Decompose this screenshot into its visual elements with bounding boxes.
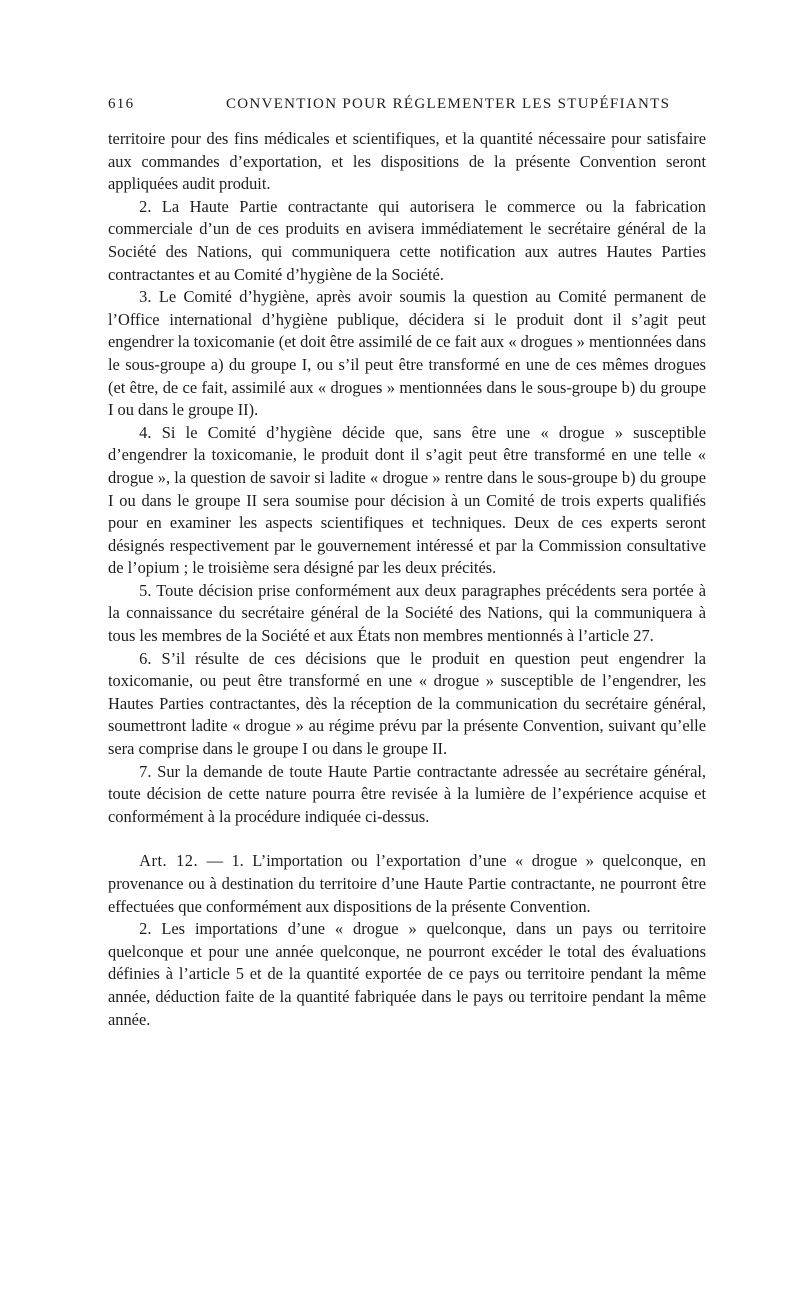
paragraph-7: 7. Sur la demande de toute Haute Partie contractante adressée au secrétaire général, toute décision de cette nature pourra être revisée à la lumière de l’expérience acquise et conformément à la procédure indiquée ci-dessus. — [108, 761, 706, 826]
paragraph-continuation: territoire pour des fins médicales et scientifiques, et la quantité nécessaire pour satisfaire aux commandes d’exportation, et les dispositions de la présente Convention seront appliquées audit produit. — [108, 129, 706, 194]
paragraph-2: 2. La Haute Partie contractante qui autorisera le commerce ou la fabrication commerciale d’un de ces produits en avisera immédiatement le secrétaire général de la Société des Nations, qui communiquera cette notification aux autres Hautes Parties contractantes et au Comité d’hygiène de la Société. — [108, 196, 706, 284]
article-12-paragraph-1 — [108, 850, 706, 918]
running-head: CONVENTION POUR RÉGLEMENTER LES STUPÉFIANTS — [226, 96, 671, 112]
page-header — [108, 96, 706, 118]
paragraph-3: 3. Le Comité d’hygiène, après avoir soumis la question au Comité permanent de l’Office international d’hygiène publique, décidera si le produit dont il s’agit peut engendrer la toxicomanie (et doit être assimilé de ce fait aux « drogues » mentionnées dans le sous-groupe a) du groupe I, ou s’il peut être transformé en une de ces mêmes drogues (et être, de ce fait, assimilé aux « drogues » mentionnées dans le sous-groupe b) du groupe I ou dans le groupe II). — [108, 287, 706, 420]
article-12-text-1: — 1. L’importation ou l’exportation d’une « drogue » quelconque, en provenance ou à destination du territoire d’une Haute Partie contractante, ne pourront être effectuées que conformément aux dispositions de la présente Convention. — [108, 851, 706, 916]
article-12-paragraph-2: 2. Les importations d’une « drogue » quelconque, dans un pays ou territoire quelconque et pour une année quelconque, ne pourront excéder le total des évaluations définies à l’article 5 et de la quantité exportée de ce pays ou territoire pendant la même année, déduction faite de la quantité fabriquée dans le pays ou territoire pendant la même année. — [108, 919, 706, 1029]
body-text — [108, 128, 706, 1031]
paragraph-4: 4. Si le Comité d’hygiène décide que, sans être une « drogue » susceptible d’engendrer la toxicomanie, le produit dont il s’agit peut être transformé en une telle « drogue », la question de savoir si ladite « drogue » rentre dans le sous-groupe b) du groupe I ou dans le groupe II sera soumise pour décision à un Comité de trois experts qualifiés pour en examiner les aspects scientifiques et techniques. Deux de ces experts seront désignés respectivement par le gouvernement intéressé et par la Commission consultative de l’opium ; le troisième sera désigné par les deux précités. — [108, 422, 706, 578]
page-number: 616 — [108, 96, 135, 112]
paragraph-5: 5. Toute décision prise conformément aux deux paragraphes précédents sera portée à la connaissance du secrétaire général de la Société des Nations, qui la communiquera à tous les membres de la Société et aux États non membres mentionnés à l’article 27. — [108, 580, 706, 646]
article-label: Art. 12. — [139, 851, 199, 871]
paragraph-6: 6. S’il résulte de ces décisions que le produit en question peut engendrer la toxicomanie, ou peut être transformé en une « drogue » susceptible de l’engendrer, les Hautes Parties contractantes, dès la réception de la communication du secrétaire général, soumettront ladite « drogue » au régime prévu par la présente Convention, suivant qu’elle sera comprise dans le groupe I ou dans le groupe II. — [108, 648, 706, 759]
